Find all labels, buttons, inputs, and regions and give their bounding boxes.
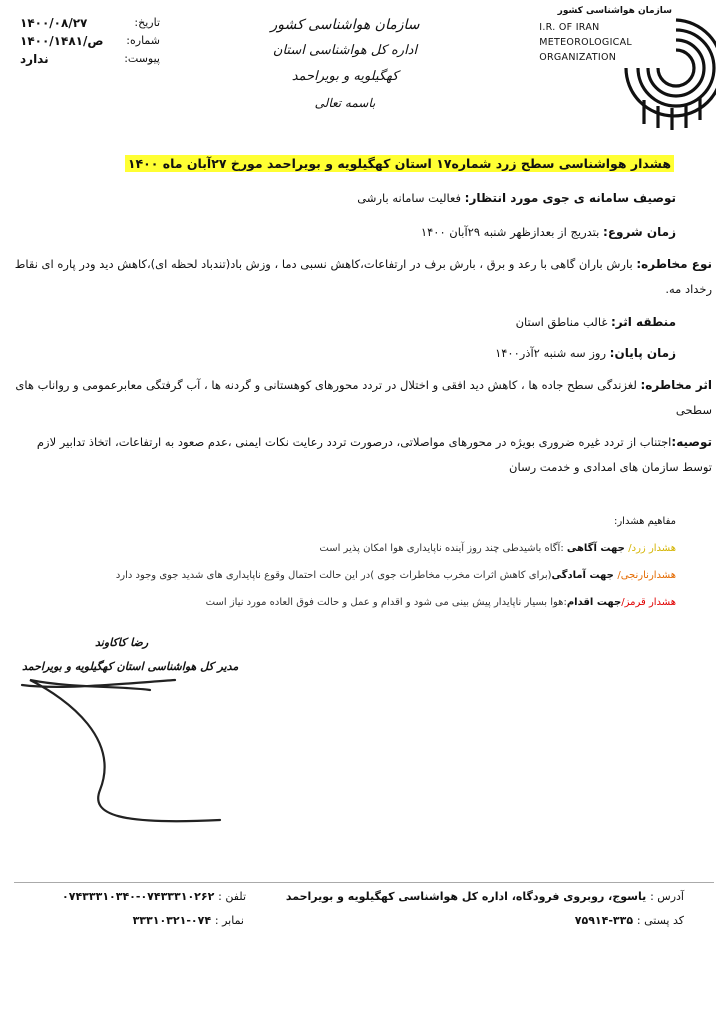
hazard-text: بارش باران گاهی با رعد و برق ، بارش برف در ارتفاعات،کاهش نسبی دما ، وزش باد(تندباد لحظه ای)،کاهش دید ودر پاره ای نقاط رخداد مه. bbox=[14, 257, 712, 296]
end-label: زمان پایان: bbox=[609, 346, 676, 360]
org-title bbox=[250, 12, 440, 116]
effect-text: لغزندگی سطح جاده ها ، کاهش دید افقی و اختلال در تردد محورهای کوهستانی و گردنه ها ، آب گرفتگی معابرعمومی و رواناب های سطحی bbox=[15, 378, 712, 417]
orange-key: جهت آمادگی bbox=[551, 570, 618, 581]
footer-divider bbox=[14, 882, 714, 883]
phone-text: ۰۷۴۳۳۳۱۰۳۴۰-۰۷۴۳۳۳۱۰۲۶۲ bbox=[62, 890, 215, 903]
attachment-label: پیوست: bbox=[124, 52, 160, 65]
org-department: اداره کل هواشناسی استان کهگیلویه و بویراحمد bbox=[272, 43, 418, 84]
hazard-section bbox=[12, 252, 712, 302]
advice-label: توصیه: bbox=[671, 435, 712, 449]
definition-orange bbox=[16, 562, 676, 589]
postal-label: کد پستی : bbox=[636, 914, 684, 927]
org-name: سازمان هواشناسی کشور bbox=[270, 17, 420, 33]
postal-text: ۳۳۵-۷۵۹۱۴ bbox=[574, 914, 637, 927]
end-section bbox=[36, 341, 676, 366]
signer-title: مدیر کل هواشناسی استان کهگیلویه و بویراحمد bbox=[22, 660, 239, 673]
logo-persian-text: سازمان هواشناسی کشور bbox=[557, 6, 672, 16]
logo-en-line3: ORGANIZATION bbox=[539, 52, 617, 63]
logo-english-text bbox=[539, 20, 632, 65]
definition-yellow bbox=[16, 535, 676, 562]
fax-label: نمابر : bbox=[214, 914, 244, 927]
end-text: روز سه شنبه ۲آذر۱۴۰۰ bbox=[495, 346, 610, 360]
signer-name: رضا کاکاوند bbox=[95, 636, 149, 649]
advice-section bbox=[12, 430, 712, 480]
number-label: شماره: bbox=[126, 34, 160, 47]
system-text: فعالیت سامانه بارشی bbox=[357, 191, 465, 205]
definitions bbox=[16, 508, 676, 616]
logo-en-line2: METEOROLOGICAL bbox=[539, 37, 632, 48]
number-value: ۱۴۰۰/۱۴۸۱/ص bbox=[20, 34, 104, 48]
hazard-label: نوع مخاطره: bbox=[636, 257, 712, 271]
yellow-level: هشدار زرد/ bbox=[628, 543, 676, 554]
red-key: جهت اقدام bbox=[566, 597, 622, 608]
start-section bbox=[36, 220, 676, 245]
signature-scribble-icon bbox=[0, 650, 260, 850]
logo-en-line1: I.R. OF IRAN bbox=[539, 22, 600, 33]
fax-text: ۰۷۴-۳۳۳۱۰۳۲۱ bbox=[132, 914, 215, 927]
orange-level: هشدارنارنجی/ bbox=[617, 570, 676, 581]
definitions-title: مفاهیم هشدار: bbox=[613, 516, 676, 527]
effect-section bbox=[12, 373, 712, 423]
address-label: آدرس : bbox=[650, 890, 684, 903]
footer-address bbox=[286, 890, 684, 903]
bismillah: باسمه تعالی bbox=[314, 96, 376, 110]
attachment-row bbox=[20, 50, 160, 68]
yellow-text: :آگاه باشیدطی چند روز آینده ناپایداری هوا امکان پذیر است bbox=[319, 543, 567, 554]
definition-red bbox=[16, 589, 676, 616]
red-level: هشدار قرمز/ bbox=[621, 597, 676, 608]
red-text: :هوا بسیار ناپایدار پیش بینی می شود و اقدام و عمل و حالت فوق العاده مورد نیاز است bbox=[205, 597, 567, 608]
footer-phone bbox=[36, 890, 246, 903]
date-row bbox=[20, 14, 160, 32]
system-label: توصیف سامانه ی جوی مورد انتظار: bbox=[464, 191, 676, 205]
area-text: غالب مناطق استان bbox=[515, 315, 611, 329]
effect-label: اثر مخاطره: bbox=[640, 378, 712, 392]
warning-headline: هشدار هواشناسی سطح زرد شماره۱۷ استان کهگیلویه و بویراحمد مورخ ۲۷آبان ماه ۱۴۰۰ bbox=[125, 155, 674, 172]
footer-postal bbox=[575, 914, 684, 927]
area-section bbox=[36, 310, 676, 335]
footer-fax bbox=[104, 914, 244, 927]
orange-text: (برای کاهش اثرات مخرب مخاطرات جوی )در این حالت احتمال وقوع ناپایداری های شدید جوی وجود دارد bbox=[115, 570, 552, 581]
advice-text: اجتناب از تردد غیره ضروری بویژه در محورهای مواصلاتی، درصورت تردد رعایت نکات ایمنی ،عدم صعود به ارتفاعات، اتخاذ تدابیر لازم توسط سازمان های امدادی و خدمت رسان bbox=[36, 435, 712, 474]
phone-label: تلفن : bbox=[218, 890, 246, 903]
letter-meta bbox=[20, 14, 160, 68]
address-text: یاسوج، روبروی فرودگاه، اداره کل هواشناسی کهگیلویه و بویراحمد bbox=[285, 890, 651, 903]
start-text: بتدریج از بعدازظهر شنبه ۲۹آبان ۱۴۰۰ bbox=[420, 225, 604, 239]
start-label: زمان شروع: bbox=[603, 225, 676, 239]
yellow-key: جهت آگاهی bbox=[566, 543, 629, 554]
area-label: منطقه اثر: bbox=[611, 315, 676, 329]
date-value: ۱۴۰۰/۰۸/۲۷ bbox=[20, 16, 88, 30]
date-label: تاریخ: bbox=[134, 16, 160, 29]
system-section bbox=[36, 186, 676, 211]
attachment-value: ندارد bbox=[20, 52, 49, 66]
number-row bbox=[20, 32, 160, 50]
